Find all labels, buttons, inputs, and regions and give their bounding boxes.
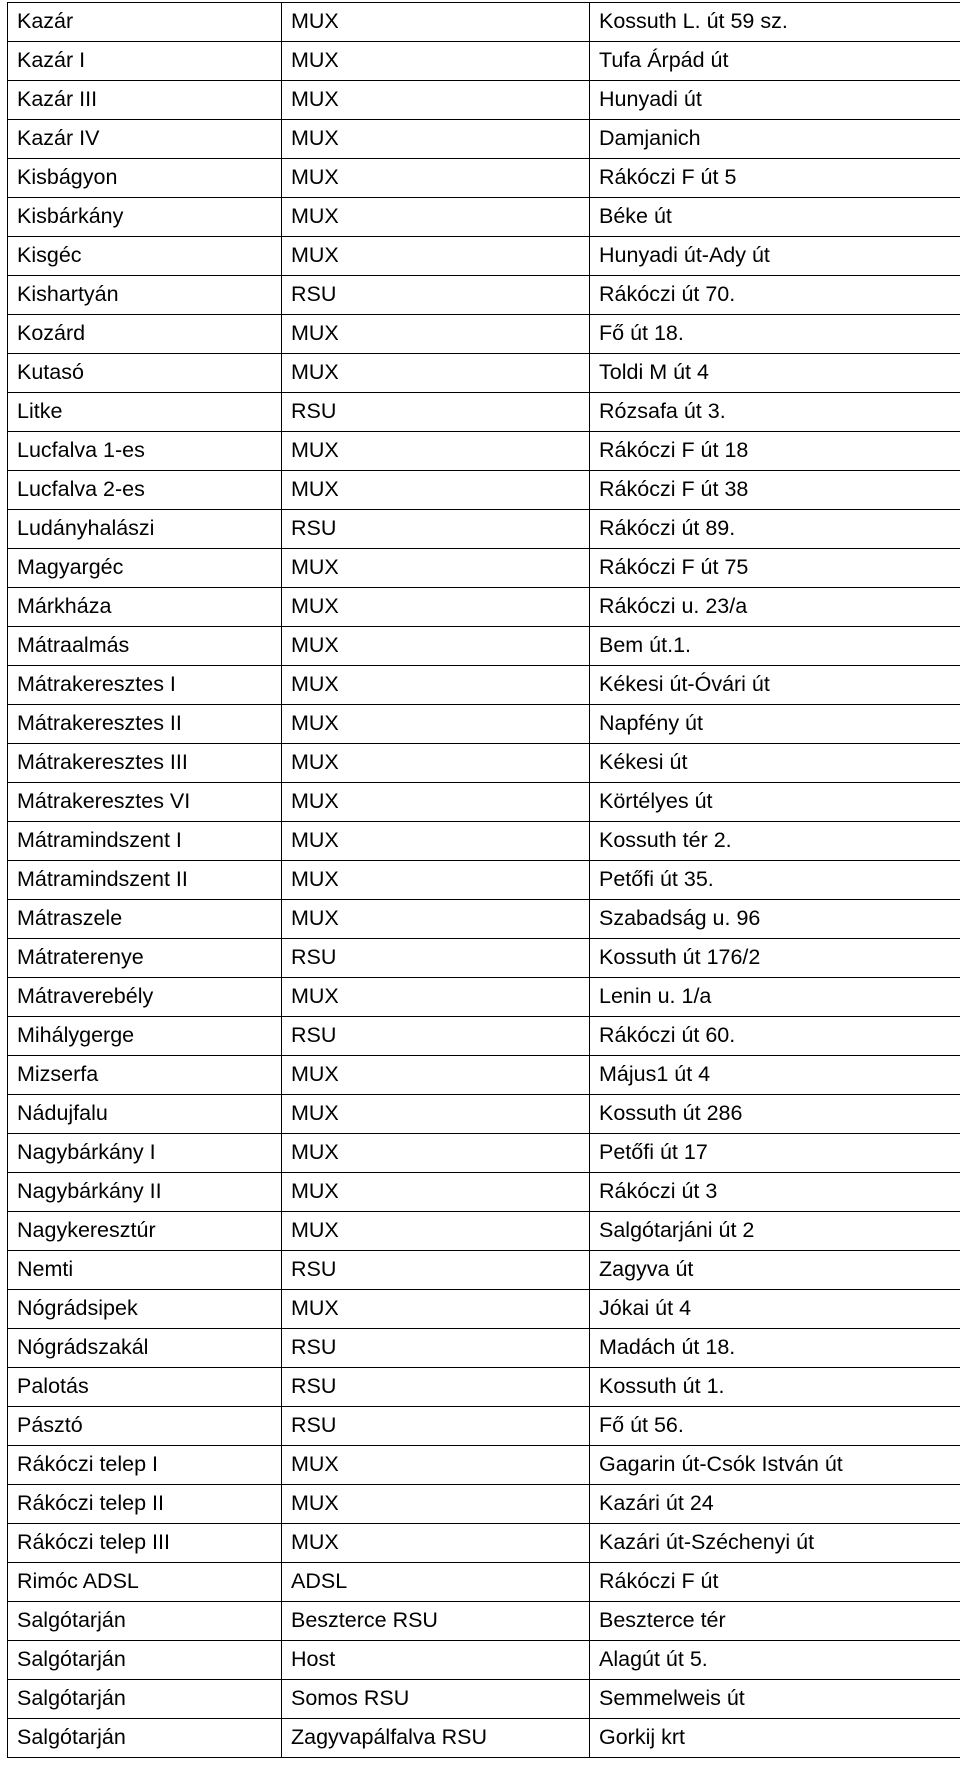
type-cell: MUX [282, 471, 590, 510]
type-cell: RSU [282, 1251, 590, 1290]
table-row [8, 3, 960, 42]
table-row [8, 42, 960, 81]
settlement-cell: Mátramindszent II [8, 861, 282, 900]
settlement-cell: Kutasó [8, 354, 282, 393]
type-cell: MUX [282, 1485, 590, 1524]
type-cell: Beszterce RSU [282, 1602, 590, 1641]
table-row [8, 666, 960, 705]
address-cell: Rákóczi F út 38 [590, 471, 960, 510]
address-cell: Semmelweis út [590, 1680, 960, 1719]
type-cell: MUX [282, 1212, 590, 1251]
address-cell: Damjanich [590, 120, 960, 159]
settlement-cell: Mátrakeresztes III [8, 744, 282, 783]
table-row [8, 471, 960, 510]
settlement-cell: Márkháza [8, 588, 282, 627]
settlement-cell: Kozárd [8, 315, 282, 354]
table-row [8, 627, 960, 666]
address-cell: Bem út.1. [590, 627, 960, 666]
settlement-cell: Ludányhalászi [8, 510, 282, 549]
location-table [7, 2, 960, 1758]
type-cell: MUX [282, 315, 590, 354]
address-cell: Kossuth út 1. [590, 1368, 960, 1407]
table-row [8, 432, 960, 471]
address-cell: Béke út [590, 198, 960, 237]
table-row [8, 198, 960, 237]
address-cell: Rákóczi u. 23/a [590, 588, 960, 627]
type-cell: MUX [282, 861, 590, 900]
table-row [8, 354, 960, 393]
table-row [8, 1134, 960, 1173]
type-cell: RSU [282, 1407, 590, 1446]
settlement-cell: Nádujfalu [8, 1095, 282, 1134]
address-cell: Rákóczi F út 75 [590, 549, 960, 588]
table-row [8, 1290, 960, 1329]
address-cell: Zagyva út [590, 1251, 960, 1290]
type-cell: Host [282, 1641, 590, 1680]
table-row [8, 1524, 960, 1563]
address-cell: Rákóczi út 60. [590, 1017, 960, 1056]
address-cell: Madách út 18. [590, 1329, 960, 1368]
settlement-cell: Kishartyán [8, 276, 282, 315]
settlement-cell: Nemti [8, 1251, 282, 1290]
type-cell: MUX [282, 159, 590, 198]
type-cell: RSU [282, 1329, 590, 1368]
table-row [8, 549, 960, 588]
address-cell: Alagút út 5. [590, 1641, 960, 1680]
settlement-cell: Litke [8, 393, 282, 432]
type-cell: RSU [282, 510, 590, 549]
address-cell: Hunyadi út [590, 81, 960, 120]
address-cell: Salgótarjáni út 2 [590, 1212, 960, 1251]
table-row [8, 1719, 960, 1758]
table-row [8, 1485, 960, 1524]
address-cell: Kazári út-Széchenyi út [590, 1524, 960, 1563]
table-row [8, 705, 960, 744]
type-cell: Somos RSU [282, 1680, 590, 1719]
type-cell: MUX [282, 705, 590, 744]
table-body [8, 3, 960, 1758]
address-cell: Gagarin út-Csók István út [590, 1446, 960, 1485]
table-row [8, 939, 960, 978]
address-cell: Rákóczi F út [590, 1563, 960, 1602]
address-cell: Beszterce tér [590, 1602, 960, 1641]
settlement-cell: Rákóczi telep III [8, 1524, 282, 1563]
type-cell: ADSL [282, 1563, 590, 1602]
address-cell: Tufa Árpád út [590, 42, 960, 81]
settlement-cell: Mátrakeresztes II [8, 705, 282, 744]
table-row [8, 237, 960, 276]
settlement-cell: Kisbágyon [8, 159, 282, 198]
table-row [8, 1212, 960, 1251]
settlement-cell: Kisbárkány [8, 198, 282, 237]
address-cell: Gorkij krt [590, 1719, 960, 1758]
settlement-cell: Mizserfa [8, 1056, 282, 1095]
settlement-cell: Magyargéc [8, 549, 282, 588]
table-row [8, 159, 960, 198]
table-row [8, 822, 960, 861]
settlement-cell: Nógrádszakál [8, 1329, 282, 1368]
address-cell: Kékesi út [590, 744, 960, 783]
settlement-cell: Mátraszele [8, 900, 282, 939]
address-cell: Kossuth L. út 59 sz. [590, 3, 960, 42]
address-cell: Toldi M út 4 [590, 354, 960, 393]
address-cell: Petőfi út 35. [590, 861, 960, 900]
table-row [8, 1251, 960, 1290]
table-row [8, 978, 960, 1017]
settlement-cell: Mihálygerge [8, 1017, 282, 1056]
address-cell: Kossuth út 286 [590, 1095, 960, 1134]
table-row [8, 1173, 960, 1212]
table-row [8, 276, 960, 315]
type-cell: MUX [282, 627, 590, 666]
type-cell: MUX [282, 42, 590, 81]
settlement-cell: Salgótarján [8, 1602, 282, 1641]
address-cell: Rákóczi F út 18 [590, 432, 960, 471]
table-row [8, 1446, 960, 1485]
settlement-cell: Lucfalva 1-es [8, 432, 282, 471]
settlement-cell: Rimóc ADSL [8, 1563, 282, 1602]
type-cell: RSU [282, 276, 590, 315]
address-cell: Rákóczi F út 5 [590, 159, 960, 198]
settlement-cell: Nógrádsipek [8, 1290, 282, 1329]
address-cell: Rákóczi út 89. [590, 510, 960, 549]
type-cell: MUX [282, 354, 590, 393]
table-row [8, 1563, 960, 1602]
type-cell: MUX [282, 1173, 590, 1212]
type-cell: MUX [282, 3, 590, 42]
type-cell: MUX [282, 432, 590, 471]
table-row [8, 1017, 960, 1056]
table-row [8, 315, 960, 354]
address-cell: Fő út 18. [590, 315, 960, 354]
table-row [8, 1056, 960, 1095]
address-cell: Napfény út [590, 705, 960, 744]
type-cell: RSU [282, 939, 590, 978]
settlement-cell: Rákóczi telep II [8, 1485, 282, 1524]
address-cell: Szabadság u. 96 [590, 900, 960, 939]
type-cell: MUX [282, 1446, 590, 1485]
type-cell: MUX [282, 900, 590, 939]
settlement-cell: Mátraverebély [8, 978, 282, 1017]
table-row [8, 861, 960, 900]
table-row [8, 393, 960, 432]
table-row [8, 510, 960, 549]
address-cell: Kossuth út 176/2 [590, 939, 960, 978]
address-cell: Rákóczi út 70. [590, 276, 960, 315]
table-row [8, 588, 960, 627]
table-row [8, 1602, 960, 1641]
table-row [8, 744, 960, 783]
table-row [8, 1329, 960, 1368]
settlement-cell: Mátrakeresztes VI [8, 783, 282, 822]
settlement-cell: Kazár [8, 3, 282, 42]
settlement-cell: Mátramindszent I [8, 822, 282, 861]
settlement-cell: Salgótarján [8, 1719, 282, 1758]
address-cell: Kazári út 24 [590, 1485, 960, 1524]
type-cell: MUX [282, 120, 590, 159]
address-cell: Petőfi út 17 [590, 1134, 960, 1173]
type-cell: RSU [282, 1017, 590, 1056]
settlement-cell: Kazár I [8, 42, 282, 81]
settlement-cell: Nagykeresztúr [8, 1212, 282, 1251]
settlement-cell: Lucfalva 2-es [8, 471, 282, 510]
settlement-cell: Salgótarján [8, 1680, 282, 1719]
type-cell: MUX [282, 237, 590, 276]
settlement-cell: Salgótarján [8, 1641, 282, 1680]
type-cell: MUX [282, 198, 590, 237]
table-row [8, 81, 960, 120]
address-cell: Hunyadi út-Ady út [590, 237, 960, 276]
address-cell: Kossuth tér 2. [590, 822, 960, 861]
address-cell: Május1 út 4 [590, 1056, 960, 1095]
settlement-cell: Mátraterenye [8, 939, 282, 978]
type-cell: MUX [282, 549, 590, 588]
type-cell: MUX [282, 1524, 590, 1563]
address-cell: Rózsafa út 3. [590, 393, 960, 432]
settlement-cell: Mátraalmás [8, 627, 282, 666]
address-cell: Kékesi út-Óvári út [590, 666, 960, 705]
document-page [7, 2, 960, 1758]
table-row [8, 1095, 960, 1134]
table-row [8, 1368, 960, 1407]
settlement-cell: Kisgéc [8, 237, 282, 276]
address-cell: Fő út 56. [590, 1407, 960, 1446]
type-cell: MUX [282, 1056, 590, 1095]
settlement-cell: Palotás [8, 1368, 282, 1407]
address-cell: Rákóczi út 3 [590, 1173, 960, 1212]
type-cell: MUX [282, 81, 590, 120]
type-cell: MUX [282, 978, 590, 1017]
settlement-cell: Kazár III [8, 81, 282, 120]
type-cell: MUX [282, 1134, 590, 1173]
table-row [8, 120, 960, 159]
table-row [8, 783, 960, 822]
table-row [8, 1641, 960, 1680]
type-cell: MUX [282, 822, 590, 861]
type-cell: MUX [282, 1290, 590, 1329]
type-cell: RSU [282, 393, 590, 432]
address-cell: Körtélyes út [590, 783, 960, 822]
type-cell: MUX [282, 588, 590, 627]
settlement-cell: Pásztó [8, 1407, 282, 1446]
table-row [8, 1680, 960, 1719]
settlement-cell: Kazár IV [8, 120, 282, 159]
table-row [8, 900, 960, 939]
type-cell: MUX [282, 744, 590, 783]
type-cell: MUX [282, 666, 590, 705]
settlement-cell: Nagybárkány I [8, 1134, 282, 1173]
address-cell: Lenin u. 1/a [590, 978, 960, 1017]
table-row [8, 1407, 960, 1446]
type-cell: MUX [282, 783, 590, 822]
type-cell: RSU [282, 1368, 590, 1407]
type-cell: MUX [282, 1095, 590, 1134]
type-cell: Zagyvapálfalva RSU [282, 1719, 590, 1758]
address-cell: Jókai út 4 [590, 1290, 960, 1329]
settlement-cell: Rákóczi telep I [8, 1446, 282, 1485]
settlement-cell: Mátrakeresztes I [8, 666, 282, 705]
settlement-cell: Nagybárkány II [8, 1173, 282, 1212]
